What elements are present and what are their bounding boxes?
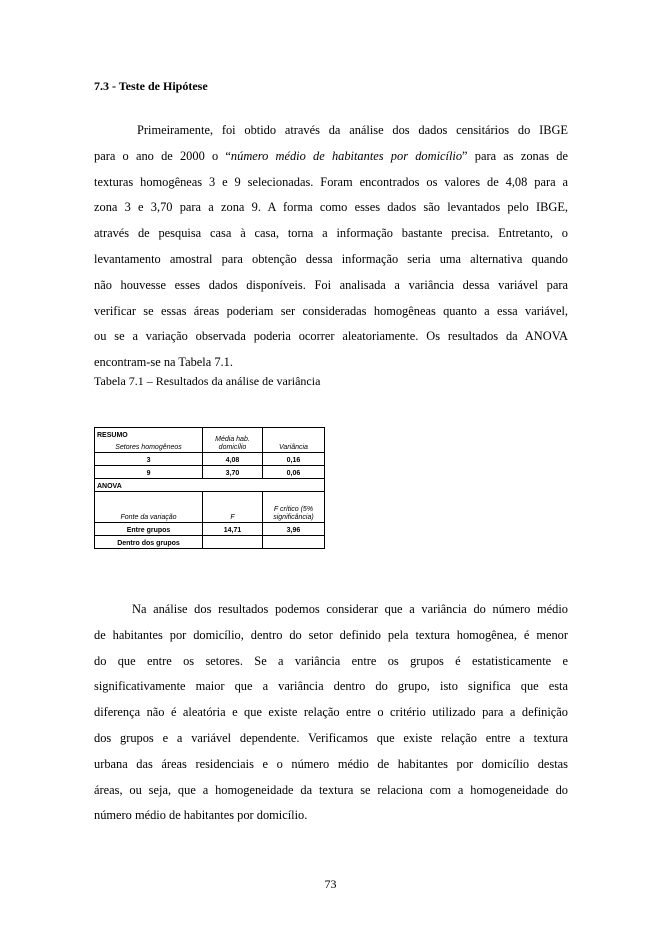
table-row bbox=[95, 428, 325, 441]
emphasis-term: número médio de habitantes por domicílio bbox=[230, 148, 463, 163]
paragraph-line: Primeiramente, foi obtido através da análise dos dados censitários do IBGE bbox=[137, 123, 568, 137]
paragraph-line: para o ano de 2000 o “número médio de habitantes por domicílio” para as zonas de bbox=[94, 148, 568, 163]
section-heading: 7.3 - Teste de Hipótese bbox=[94, 79, 208, 93]
entre-label: Entre grupos bbox=[95, 523, 203, 536]
fcritico-header: F crítico (5% significância) bbox=[262, 492, 324, 523]
paragraph-line: ou se a variação observada poderia ocorrer aleatoriamente. Os resultados da ANOVA bbox=[94, 329, 568, 344]
table-row bbox=[95, 466, 325, 479]
variancia-cell: 0,16 bbox=[262, 453, 324, 466]
paragraph-line: levantamento amostral para obtenção dessa informação seria uma alternativa quando bbox=[94, 251, 568, 266]
paragraph-line: urbana das áreas residenciais e o número médio de habitantes por domicílio destas bbox=[94, 756, 568, 771]
setor-cell: 9 bbox=[95, 466, 203, 479]
table-row bbox=[95, 479, 325, 492]
table-row bbox=[95, 536, 325, 549]
paragraph-line: verificar se essas áreas poderiam ser consideradas homogêneas quanto a essa variável, bbox=[94, 303, 568, 318]
setores-header: Setores homogêneos bbox=[95, 440, 203, 453]
paragraph-line: de habitantes por domicílio, dentro do setor definido pela textura homogênea, é menor bbox=[94, 627, 568, 642]
media-cell: 3,70 bbox=[203, 466, 263, 479]
paragraph-line: significativamente maior que a variância dentro do grupo, isto significa que esta bbox=[94, 679, 568, 694]
f-header: F bbox=[203, 492, 263, 523]
anova-table bbox=[94, 427, 325, 549]
setor-cell: 3 bbox=[95, 453, 203, 466]
table-row bbox=[95, 523, 325, 536]
dentro-label: Dentro dos grupos bbox=[95, 536, 203, 549]
table-row bbox=[95, 453, 325, 466]
paragraph-line: zona 3 e 3,70 para a zona 9. A forma como esses dados são levantados pelo IBGE, bbox=[94, 200, 568, 215]
table-row bbox=[95, 492, 325, 523]
paragraph-line: dos grupos e a variável dependente. Verificamos que existe relação entre a textura bbox=[94, 730, 568, 745]
media-cell: 4,08 bbox=[203, 453, 263, 466]
paragraph-line: diferença não é aleatória e que existe relação entre o critério utilizado para a definição bbox=[94, 705, 568, 720]
variancia-cell: 0,06 bbox=[262, 466, 324, 479]
entre-fcritico-cell: 3,96 bbox=[262, 523, 324, 536]
anova-label: ANOVA bbox=[95, 479, 203, 492]
paragraph-line: do que entre os setores. Se a variância entre os grupos é estatisticamente e bbox=[94, 653, 568, 668]
resumo-label: RESUMO bbox=[95, 428, 203, 441]
variancia-header: Variância bbox=[262, 428, 324, 453]
paragraph-line: através de pesquisa casa à casa, torna a informação bastante precisa. Entretanto, o bbox=[94, 226, 568, 241]
entre-f-cell: 14,71 bbox=[203, 523, 263, 536]
paragraph-line: texturas homogêneas 3 e 9 selecionadas. Foram encontrados os valores de 4,08 para a bbox=[94, 174, 568, 189]
table-caption: Tabela 7.1 – Resultados da análise de variância bbox=[94, 374, 321, 388]
media-header: Média hab. domicílio bbox=[203, 428, 263, 453]
paragraph-intro bbox=[94, 118, 568, 376]
paragraph-line: encontram-se na Tabela 7.1. bbox=[94, 355, 233, 370]
fonte-header: Fonte da variação bbox=[95, 492, 203, 523]
paragraph-analysis bbox=[94, 597, 568, 829]
paragraph-line: Na análise dos resultados podemos considerar que a variância do número médio bbox=[132, 602, 568, 616]
page-number: 73 bbox=[324, 877, 337, 891]
paragraph-line: áreas, ou seja, que a homogeneidade da textura se relaciona com a homogeneidade do bbox=[94, 782, 568, 797]
paragraph-line: número médio de habitantes por domicílio. bbox=[94, 808, 308, 823]
paragraph-line: não houvesse esses dados disponíveis. Foi analisada a variância dessa variável para bbox=[94, 277, 568, 292]
